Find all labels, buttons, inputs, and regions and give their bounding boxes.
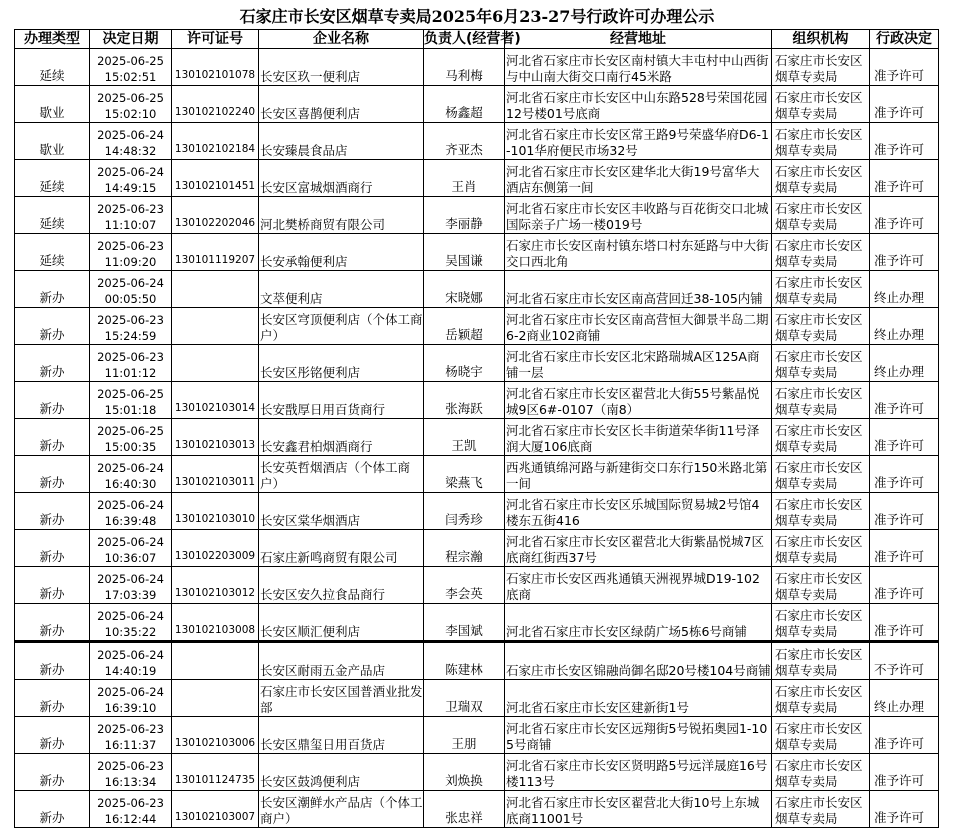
cell-date [90,197,172,234]
cell-type: 歇业 [15,86,90,123]
cell-type: 新办 [15,642,90,680]
cell-decision: 准予许可 [870,86,939,123]
table-row [15,234,939,271]
cell-type: 新办 [15,680,90,717]
cell-type: 歇业 [15,123,90,160]
cell-address: 河北省石家庄市长安区翟营北大街紫晶悦城7区底商红街西37号 [505,530,772,567]
cell-person: 张海跃 [424,382,505,419]
cell-date-day: 2025-06-23 [97,202,164,216]
cell-date-day: 2025-06-24 [97,572,164,586]
cell-decision: 准予许可 [870,123,939,160]
cell-person: 吴国谦 [424,234,505,271]
cell-decision: 准予许可 [870,530,939,567]
cell-org: 石家庄市长安区烟草专卖局 [772,123,870,160]
cell-type: 新办 [15,493,90,530]
cell-type: 新办 [15,308,90,345]
cell-date [90,308,172,345]
cell-date-time: 16:13:34 [104,775,157,789]
cell-person: 闫秀珍 [424,493,505,530]
cell-date-day: 2025-06-24 [97,276,164,290]
cell-org: 石家庄市长安区烟草专卖局 [772,419,870,456]
cell-date-time: 14:49:15 [104,181,157,195]
cell-name: 长安承翰便利店 [259,234,424,271]
cell-address: 河北省石家庄市长安区长丰街道荣华街11号泽润大厦106底商 [505,419,772,456]
cell-person: 李会英 [424,567,505,604]
cell-name: 河北樊桥商贸有限公司 [259,197,424,234]
cell-decision: 准予许可 [870,493,939,530]
cell-type: 延续 [15,160,90,197]
cell-type: 延续 [15,234,90,271]
cell-decision: 准予许可 [870,160,939,197]
cell-address: 河北省石家庄市长安区常王路9号荣盛华府D6-1-101华府便民市场32号 [505,123,772,160]
cell-date-day: 2025-06-23 [97,350,164,364]
table-row [15,604,939,642]
cell-person: 杨鑫超 [424,86,505,123]
cell-date-day: 2025-06-23 [97,796,164,810]
cell-person: 李丽静 [424,197,505,234]
cell-date-time: 14:40:19 [104,664,157,678]
cell-org: 石家庄市长安区烟草专卖局 [772,642,870,680]
cell-person: 王凯 [424,419,505,456]
cell-license: 130102101451 [172,160,259,197]
header-person: 负责人(经营者) [424,31,521,47]
cell-address: 河北省石家庄市长安区北宋路瑞城A区125A商铺一层 [505,345,772,382]
cell-date-time: 16:11:37 [104,738,157,752]
table-row [15,680,939,717]
cell-address: 河北省石家庄市长安区丰收路与百花街交口北城国际亲子广场一楼019号 [505,197,772,234]
cell-address: 石家庄市长安区西兆通镇天洲视界城D19-102底商 [505,567,772,604]
cell-date-time: 10:35:22 [104,625,157,639]
cell-org: 石家庄市长安区烟草专卖局 [772,308,870,345]
header-row [15,30,939,49]
cell-name: 长安区顺汇便利店 [259,604,424,642]
cell-date-day: 2025-06-24 [97,461,164,475]
cell-decision: 准予许可 [870,382,939,419]
cell-license: 130102102184 [172,123,259,160]
cell-person: 程宗瀚 [424,530,505,567]
cell-date-day: 2025-06-23 [97,239,164,253]
cell-date [90,160,172,197]
cell-org: 石家庄市长安区烟草专卖局 [772,680,870,717]
cell-date-day: 2025-06-25 [97,91,164,105]
cell-org: 石家庄市长安区烟草专卖局 [772,160,870,197]
cell-date [90,530,172,567]
cell-org: 石家庄市长安区烟草专卖局 [772,456,870,493]
cell-name: 长安区棠华烟酒店 [259,493,424,530]
header-org: 组织机构 [772,30,870,49]
cell-license: 130102101078 [172,49,259,86]
cell-license: 130102103013 [172,419,259,456]
cell-decision: 准予许可 [870,604,939,642]
cell-type: 新办 [15,604,90,642]
cell-name: 长安区潮鲜水产品店（个体工商户） [259,791,424,828]
cell-license [172,642,259,680]
cell-decision: 准予许可 [870,456,939,493]
cell-license [172,308,259,345]
cell-name: 长安区耐雨五金产品店 [259,642,424,680]
cell-date-day: 2025-06-24 [97,498,164,512]
permit-table [14,29,939,828]
cell-license: 130102103008 [172,604,259,642]
cell-date-day: 2025-06-24 [97,609,164,623]
cell-date-time: 16:39:10 [104,701,157,715]
cell-org: 石家庄市长安区烟草专卖局 [772,234,870,271]
table-row [15,567,939,604]
cell-decision: 终止办理 [870,308,939,345]
cell-license: 130102103012 [172,567,259,604]
cell-type: 新办 [15,456,90,493]
cell-type: 新办 [15,419,90,456]
table-row [15,86,939,123]
cell-org: 石家庄市长安区烟草专卖局 [772,86,870,123]
cell-date-day: 2025-06-24 [97,535,164,549]
cell-date-day: 2025-06-24 [97,128,164,142]
cell-name: 长安臻晨食品店 [259,123,424,160]
cell-decision: 准予许可 [870,567,939,604]
cell-decision: 终止办理 [870,345,939,382]
cell-license: 130102103010 [172,493,259,530]
table-row [15,160,939,197]
cell-date-time: 17:03:39 [104,588,157,602]
cell-person: 刘焕换 [424,754,505,791]
cell-date-time: 15:01:18 [104,403,157,417]
cell-person: 岳颖超 [424,308,505,345]
cell-person: 王朋 [424,717,505,754]
cell-address: 河北省石家庄市长安区绿荫广场5栋6号商铺 [505,604,772,642]
cell-decision: 终止办理 [870,680,939,717]
cell-date-time: 16:12:44 [104,812,157,826]
cell-name: 石家庄市长安区国普酒业批发部 [259,680,424,717]
cell-license: 130101119207 [172,234,259,271]
table-row [15,345,939,382]
cell-person: 杨晓宇 [424,345,505,382]
cell-date [90,271,172,308]
cell-address: 河北省石家庄市长安区建新街1号 [505,680,772,717]
table-row [15,271,939,308]
cell-decision: 准予许可 [870,791,939,828]
header-address: 经营地址 [505,30,772,49]
header-license: 许可证号 [172,30,259,49]
cell-person: 张忠祥 [424,791,505,828]
cell-date [90,717,172,754]
cell-address: 河北省石家庄市长安区南高营恒大御景半岛二期6-2商业102商铺 [505,308,772,345]
cell-date-day: 2025-06-23 [97,722,164,736]
cell-person: 陈建林 [424,642,505,680]
table-row [15,717,939,754]
cell-date [90,754,172,791]
cell-org: 石家庄市长安区烟草专卖局 [772,197,870,234]
cell-date [90,345,172,382]
cell-date [90,123,172,160]
table-row [15,419,939,456]
cell-license [172,680,259,717]
cell-address: 河北省石家庄市长安区南高营回迁38-105内铺 [505,271,772,308]
cell-date-day: 2025-06-25 [97,387,164,401]
cell-address: 河北省石家庄市长安区建华北大街19号富华大酒店东侧第一间 [505,160,772,197]
cell-person: 梁燕飞 [424,456,505,493]
cell-date-time: 15:02:51 [104,70,157,84]
cell-license [172,271,259,308]
cell-date-day: 2025-06-24 [97,648,164,662]
cell-type: 新办 [15,271,90,308]
cell-address: 西兆通镇绵河路与新建街交口东行150米路北第一间 [505,456,772,493]
cell-license: 130102103011 [172,456,259,493]
cell-org: 石家庄市长安区烟草专卖局 [772,530,870,567]
cell-type: 新办 [15,345,90,382]
table-row [15,382,939,419]
cell-date-time: 16:39:48 [104,514,157,528]
cell-date-day: 2025-06-25 [97,424,164,438]
cell-date [90,567,172,604]
cell-date [90,419,172,456]
cell-date-time: 11:01:12 [104,366,157,380]
cell-address: 河北省石家庄市长安区南村镇大丰屯村中山西街与中山南大街交口南行45米路 [505,49,772,86]
cell-license: 130102103006 [172,717,259,754]
cell-address: 河北省石家庄市长安区翟营北大街10号上东城底商11001号 [505,791,772,828]
header-date: 决定日期 [90,30,172,49]
cell-person: 马利梅 [424,49,505,86]
cell-license: 130102102240 [172,86,259,123]
cell-date-day: 2025-06-23 [97,759,164,773]
cell-decision: 准予许可 [870,754,939,791]
cell-date-time: 00:05:50 [104,292,157,306]
cell-date [90,382,172,419]
cell-name: 长安区鼎玺日用百货店 [259,717,424,754]
cell-name: 长安区玖一便利店 [259,49,424,86]
cell-name: 长安英哲烟酒店（个体工商户） [259,456,424,493]
cell-person: 李国斌 [424,604,505,642]
cell-date [90,680,172,717]
cell-org: 石家庄市长安区烟草专卖局 [772,493,870,530]
table-row [15,493,939,530]
cell-date-day: 2025-06-25 [97,54,164,68]
table-row [15,791,939,828]
table-row [15,456,939,493]
cell-decision: 准予许可 [870,234,939,271]
cell-license: 130102202046 [172,197,259,234]
cell-date [90,604,172,642]
cell-person: 宋晓娜 [424,271,505,308]
cell-type: 新办 [15,717,90,754]
cell-org: 石家庄市长安区烟草专卖局 [772,345,870,382]
cell-address: 河北省石家庄市长安区贤明路5号远洋晟庭16号楼113号 [505,754,772,791]
cell-org: 石家庄市长安区烟草专卖局 [772,382,870,419]
cell-date [90,49,172,86]
cell-date-time: 14:48:32 [104,144,157,158]
table-row [15,642,939,680]
cell-org: 石家庄市长安区烟草专卖局 [772,717,870,754]
cell-date [90,86,172,123]
cell-date-time: 10:36:07 [104,551,157,565]
cell-date [90,642,172,680]
cell-date-time: 11:09:20 [104,255,157,269]
cell-decision: 准予许可 [870,49,939,86]
cell-org: 石家庄市长安区烟草专卖局 [772,49,870,86]
cell-date [90,791,172,828]
table-row [15,754,939,791]
cell-org: 石家庄市长安区烟草专卖局 [772,567,870,604]
table-row [15,308,939,345]
cell-type: 新办 [15,754,90,791]
cell-name: 长安区鼓鸿便利店 [259,754,424,791]
cell-person: 卫瑞双 [424,680,505,717]
cell-org: 石家庄市长安区烟草专卖局 [772,604,870,642]
cell-decision: 终止办理 [870,271,939,308]
cell-date-day: 2025-06-24 [97,165,164,179]
cell-type: 新办 [15,567,90,604]
cell-date-time: 15:02:10 [104,107,157,121]
cell-date-time: 15:00:35 [104,440,157,454]
page-title: 石家庄市长安区烟草专卖局2025年6月23-27号行政许可办理公示 [239,7,715,26]
header-decision: 行政决定 [870,30,939,49]
cell-decision: 不予许可 [870,642,939,680]
cell-license: 130102103007 [172,791,259,828]
cell-org: 石家庄市长安区烟草专卖局 [772,754,870,791]
cell-address: 石家庄市长安区锦融尚御名邸20号楼104号商铺 [505,642,772,680]
cell-type: 延续 [15,197,90,234]
cell-name: 长安区喜鹊便利店 [259,86,424,123]
cell-type: 新办 [15,530,90,567]
cell-date [90,234,172,271]
table-row [15,123,939,160]
table-row [15,49,939,86]
cell-name: 长安区彤铭便利店 [259,345,424,382]
header-type: 办理类型 [15,30,90,49]
cell-address: 石家庄市长安区南村镇东塔口村东延路与中大街交口西北角 [505,234,772,271]
cell-org: 石家庄市长安区烟草专卖局 [772,791,870,828]
cell-address: 河北省石家庄市长安区远翔街5号锐拓奥园1-105号商铺 [505,717,772,754]
cell-license: 130102103014 [172,382,259,419]
cell-date-time: 11:10:07 [104,218,157,232]
header-name: 企业名称 [259,30,424,49]
table-row [15,530,939,567]
cell-name: 长安区穹顶便利店（个体工商户） [259,308,424,345]
cell-address: 河北省石家庄市长安区翟营北大街55号紫晶悦城9区6#-0107（南8） [505,382,772,419]
cell-date-day: 2025-06-24 [97,685,164,699]
cell-date [90,456,172,493]
cell-license: 130102203009 [172,530,259,567]
cell-date-time: 15:24:59 [104,329,157,343]
cell-license [172,345,259,382]
cell-person: 齐亚杰 [424,123,505,160]
cell-name: 文萃便利店 [259,271,424,308]
cell-person: 王肖 [424,160,505,197]
cell-type: 延续 [15,49,90,86]
cell-date-time: 16:40:30 [104,477,157,491]
cell-name: 长安区富城烟酒商行 [259,160,424,197]
cell-org: 石家庄市长安区烟草专卖局 [772,271,870,308]
cell-decision: 准予许可 [870,717,939,754]
cell-name: 长安鑫君柏烟酒商行 [259,419,424,456]
cell-date-day: 2025-06-23 [97,313,164,327]
cell-decision: 准予许可 [870,197,939,234]
cell-decision: 准予许可 [870,419,939,456]
cell-address: 河北省石家庄市长安区中山东路528号荣国花园12号楼01号底商 [505,86,772,123]
cell-name: 长安戬厚日用百货商行 [259,382,424,419]
cell-type: 新办 [15,382,90,419]
cell-date [90,493,172,530]
cell-name: 石家庄新鸣商贸有限公司 [259,530,424,567]
table-row [15,197,939,234]
cell-name: 长安区安久拉食品商行 [259,567,424,604]
cell-type: 新办 [15,791,90,828]
cell-address: 河北省石家庄市长安区乐城国际贸易城2号馆4楼东五街416 [505,493,772,530]
cell-license: 130101124735 [172,754,259,791]
